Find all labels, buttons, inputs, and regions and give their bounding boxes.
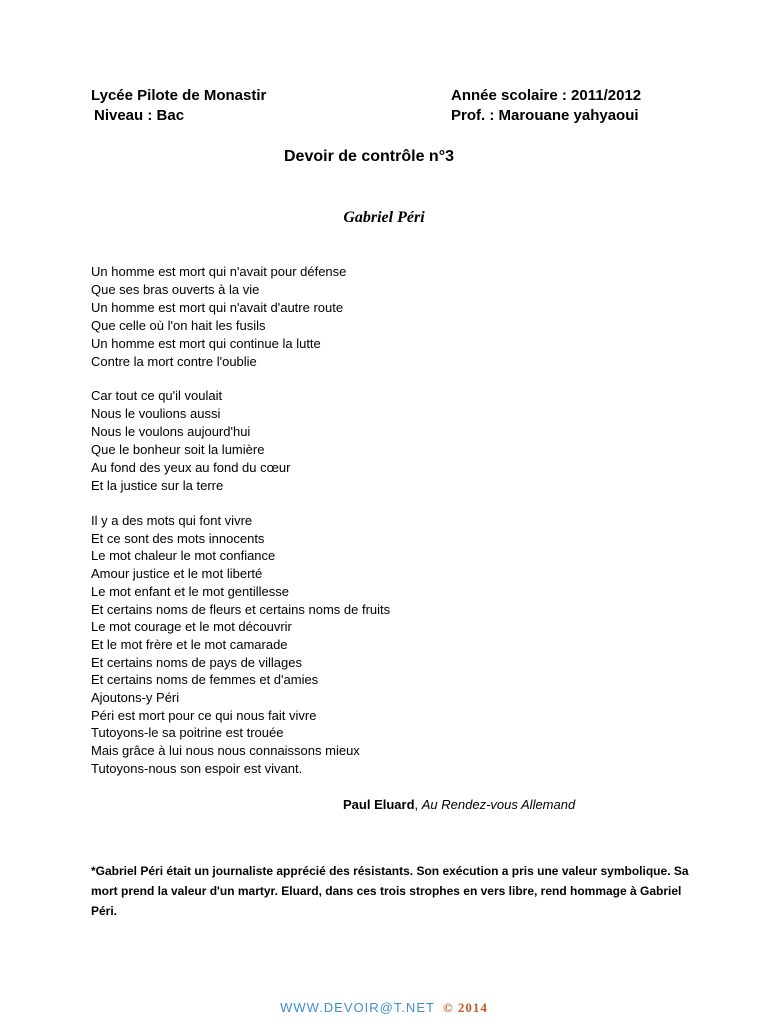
footnote: *Gabriel Péri était un journaliste apprécié des résistants. Son exécution a pris une valeur symbolique. Sa mort prend la valeur d'un martyr. Eluard, dans ces trois strophes en vers libre, rend hommage à Gabriel Péri. — [91, 864, 689, 918]
copyright: © 2014 — [442, 1000, 488, 1015]
verse-line: Mais grâce à lui nous nous connaissons mieux — [91, 743, 360, 759]
verse-line: Il y a des mots qui font vivre — [91, 513, 253, 528]
verse-line: Nous le voulons aujourd'hui — [91, 424, 251, 439]
verse-line: Que ses bras ouverts à la vie — [91, 282, 260, 297]
verse-line: Tutoyons-nous son espoir est vivant. — [91, 760, 303, 776]
verse-line: Nous le voulions aussi — [91, 406, 221, 421]
verse-line: Et la justice sur la terre — [91, 478, 224, 493]
verse-line: Le mot chaleur le mot confiance — [91, 548, 276, 564]
verse-line: Le mot enfant et le mot gentillesse — [91, 583, 290, 599]
verse-line: Que le bonheur soit la lumière — [91, 442, 265, 457]
attribution: Paul Eluard, Au Rendez-vous Allemand — [343, 797, 576, 812]
verse-line: Et certains noms de fleurs et certains noms de fruits — [91, 601, 391, 617]
verse-line: Ajoutons-y Péri — [91, 690, 180, 706]
work-title: Au Rendez-vous Allemand — [421, 797, 576, 812]
verse-line: Au fond des yeux au fond du cœur — [91, 460, 291, 475]
school-year: Année scolaire : 2011/2012 — [451, 87, 642, 104]
class-level: Niveau : Bac — [94, 107, 185, 124]
verse-line: Un homme est mort qui n'avait pour défense — [91, 264, 347, 279]
verse-line: Un homme est mort qui n'avait d'autre route — [91, 300, 344, 315]
verse-line: Et ce sont des mots innocents — [91, 530, 265, 546]
footer — [0, 1000, 768, 1016]
stanza-1 — [91, 263, 346, 371]
author-name: Paul Eluard — [343, 797, 415, 812]
verse-line: Le mot courage et le mot découvrir — [91, 619, 292, 635]
stanza-2 — [91, 387, 290, 495]
exam-title: Devoir de contrôle n°3 — [284, 148, 454, 165]
verse-line: Amour justice et le mot liberté — [91, 566, 263, 582]
teacher-name: Prof. : Marouane yahyaoui — [451, 107, 639, 124]
verse-line: Car tout ce qu'il voulait — [91, 388, 223, 403]
site-watermark[interactable]: WWW.DEVOIR@T.NET — [280, 1000, 435, 1015]
verse-line: Contre la mort contre l'oublie — [91, 354, 257, 369]
verse-line: Péri est mort pour ce qui nous fait vivre — [91, 707, 317, 723]
verse-line: Tutoyons-le sa poitrine est trouée — [91, 725, 284, 741]
verse-line: Et le mot frère et le mot camarade — [91, 636, 288, 652]
verse-line: Un homme est mort qui continue la lutte — [91, 336, 321, 351]
verse-line: Que celle où l'on hait les fusils — [91, 318, 266, 333]
school-name: Lycée Pilote de Monastir — [91, 87, 267, 104]
verse-line: Et certains noms de femmes et d'amies — [91, 672, 319, 688]
verse-line: Et certains noms de pays de villages — [91, 654, 302, 670]
stanza-3 — [91, 512, 390, 778]
poem-title: Gabriel Péri — [343, 209, 425, 226]
